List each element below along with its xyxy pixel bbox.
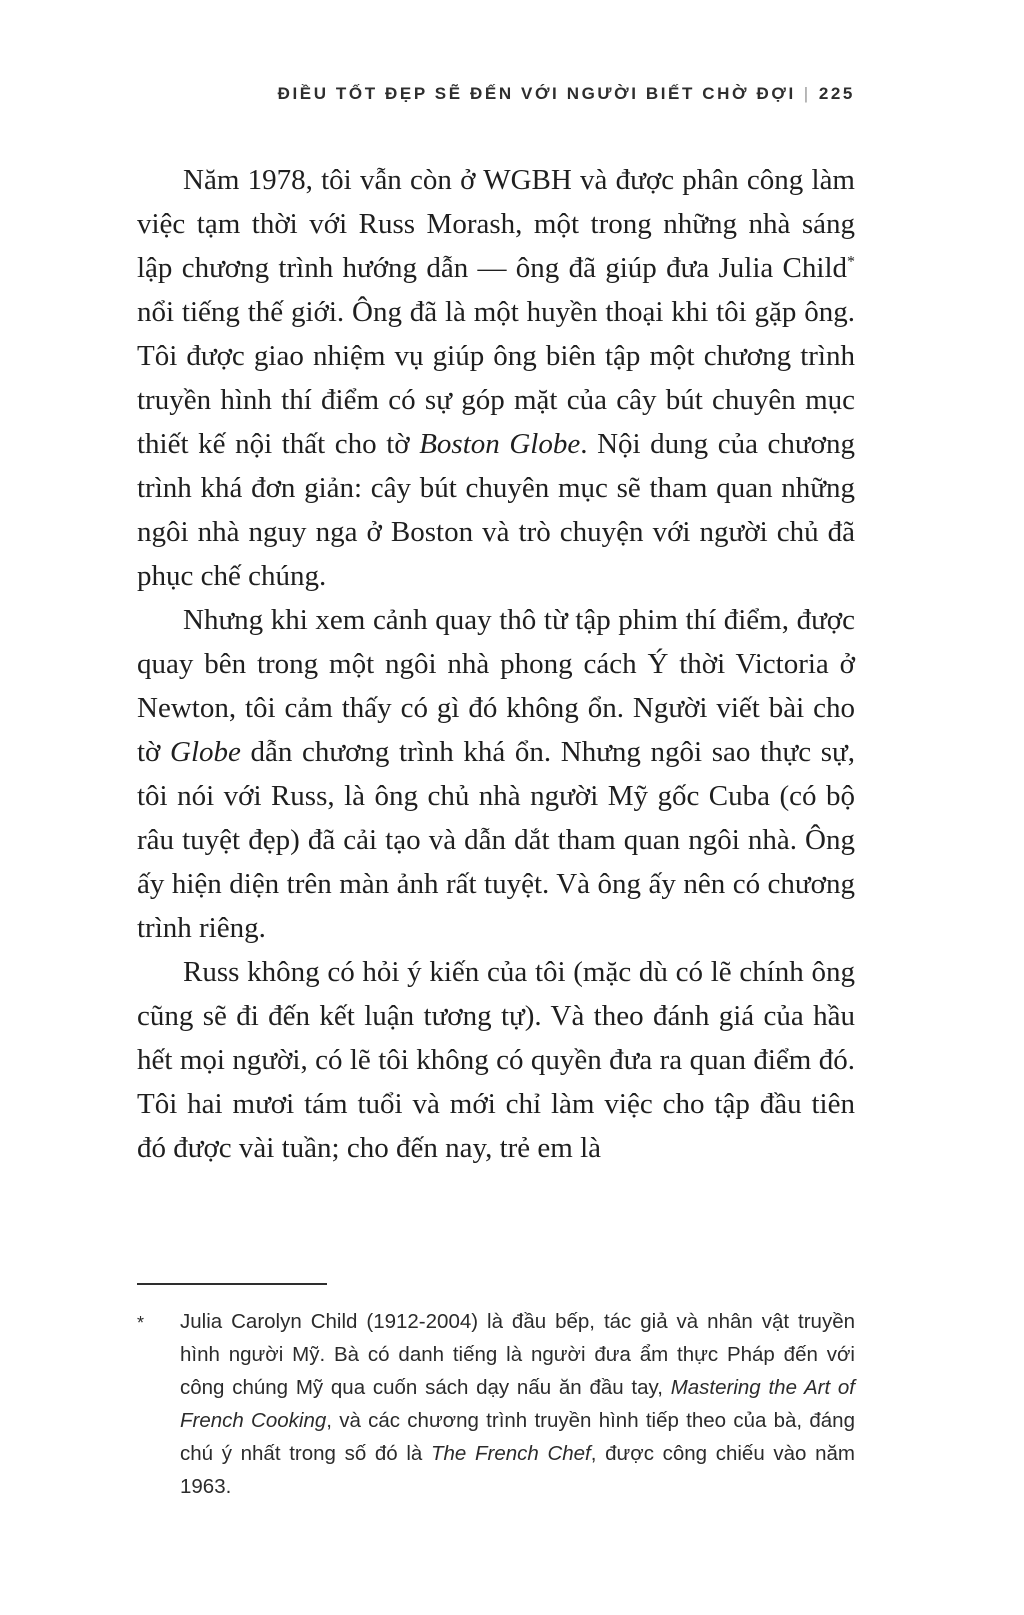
header-title: ĐIỀU TỐT ĐẸP SẼ ĐẾN VỚI NGƯỜI BIẾT CHỜ ĐỢI	[277, 84, 796, 103]
footnote-text: Julia Carolyn Child (1912-2004) là đầu bếp, tác giả và nhân vật truyền hình người Mỹ. Bà có danh tiếng là người đưa ẩm thực Pháp đến với công chúng Mỹ qua cuốn sách dạy nấu ăn đầu tay, Mastering the Art of French Cooking, và các chương trình truyền hình tiếp theo của bà, đáng chú ý nhất trong số đó là The French Chef, được công chiếu vào năm 1963.	[180, 1310, 856, 1498]
footnote	[137, 1305, 855, 1503]
page-header	[137, 84, 855, 104]
body-text	[137, 158, 855, 1170]
paragraph: Russ không có hỏi ý kiến của tôi (mặc dù có lẽ chính ông cũng sẽ đi đến kết luận tương tự). Và theo đánh giá của hầu hết mọi người, có lẽ tôi không có quyền đưa ra quan điểm đó. Tôi hai mươi tám tuổi và mới chỉ làm việc cho tập đầu tiên đó được vài tuần; cho đến nay, trẻ em là	[137, 956, 855, 1164]
page-number: 225	[818, 84, 855, 103]
footnote-rule	[137, 1283, 327, 1285]
paragraph: Năm 1978, tôi vẫn còn ở WGBH và được phân công làm việc tạm thời với Russ Morash, một trong những nhà sáng lập chương trình hướng dẫn — ông đã giúp đưa Julia Child* nổi tiếng thế giới. Ông đã là một huyền thoại khi tôi gặp ông. Tôi được giao nhiệm vụ giúp ông biên tập một chương trình truyền hình thí điểm có sự góp mặt của cây bút chuyên mục thiết kế nội thất cho tờ Boston Globe. Nội dung của chương trình khá đơn giản: cây bút chuyên mục sẽ tham quan những ngôi nhà nguy nga ở Boston và trò chuyện với người chủ đã phục chế chúng.	[137, 164, 855, 592]
header-divider: |	[803, 84, 811, 103]
paragraph: Nhưng khi xem cảnh quay thô từ tập phim thí điểm, được quay bên trong một ngôi nhà phong cách Ý thời Victoria ở Newton, tôi cảm thấy có gì đó không ổn. Người viết bài cho tờ Globe dẫn chương trình khá ổn. Nhưng ngôi sao thực sự, tôi nói với Russ, là ông chủ nhà người Mỹ gốc Cuba (có bộ râu tuyệt đẹp) đã cải tạo và dẫn dắt tham quan ngôi nhà. Ông ấy hiện diện trên màn ảnh rất tuyệt. Và ông ấy nên có chương trình riêng.	[137, 604, 855, 944]
footnote-section	[137, 1283, 855, 1503]
footnote-marker: *	[137, 1313, 145, 1333]
